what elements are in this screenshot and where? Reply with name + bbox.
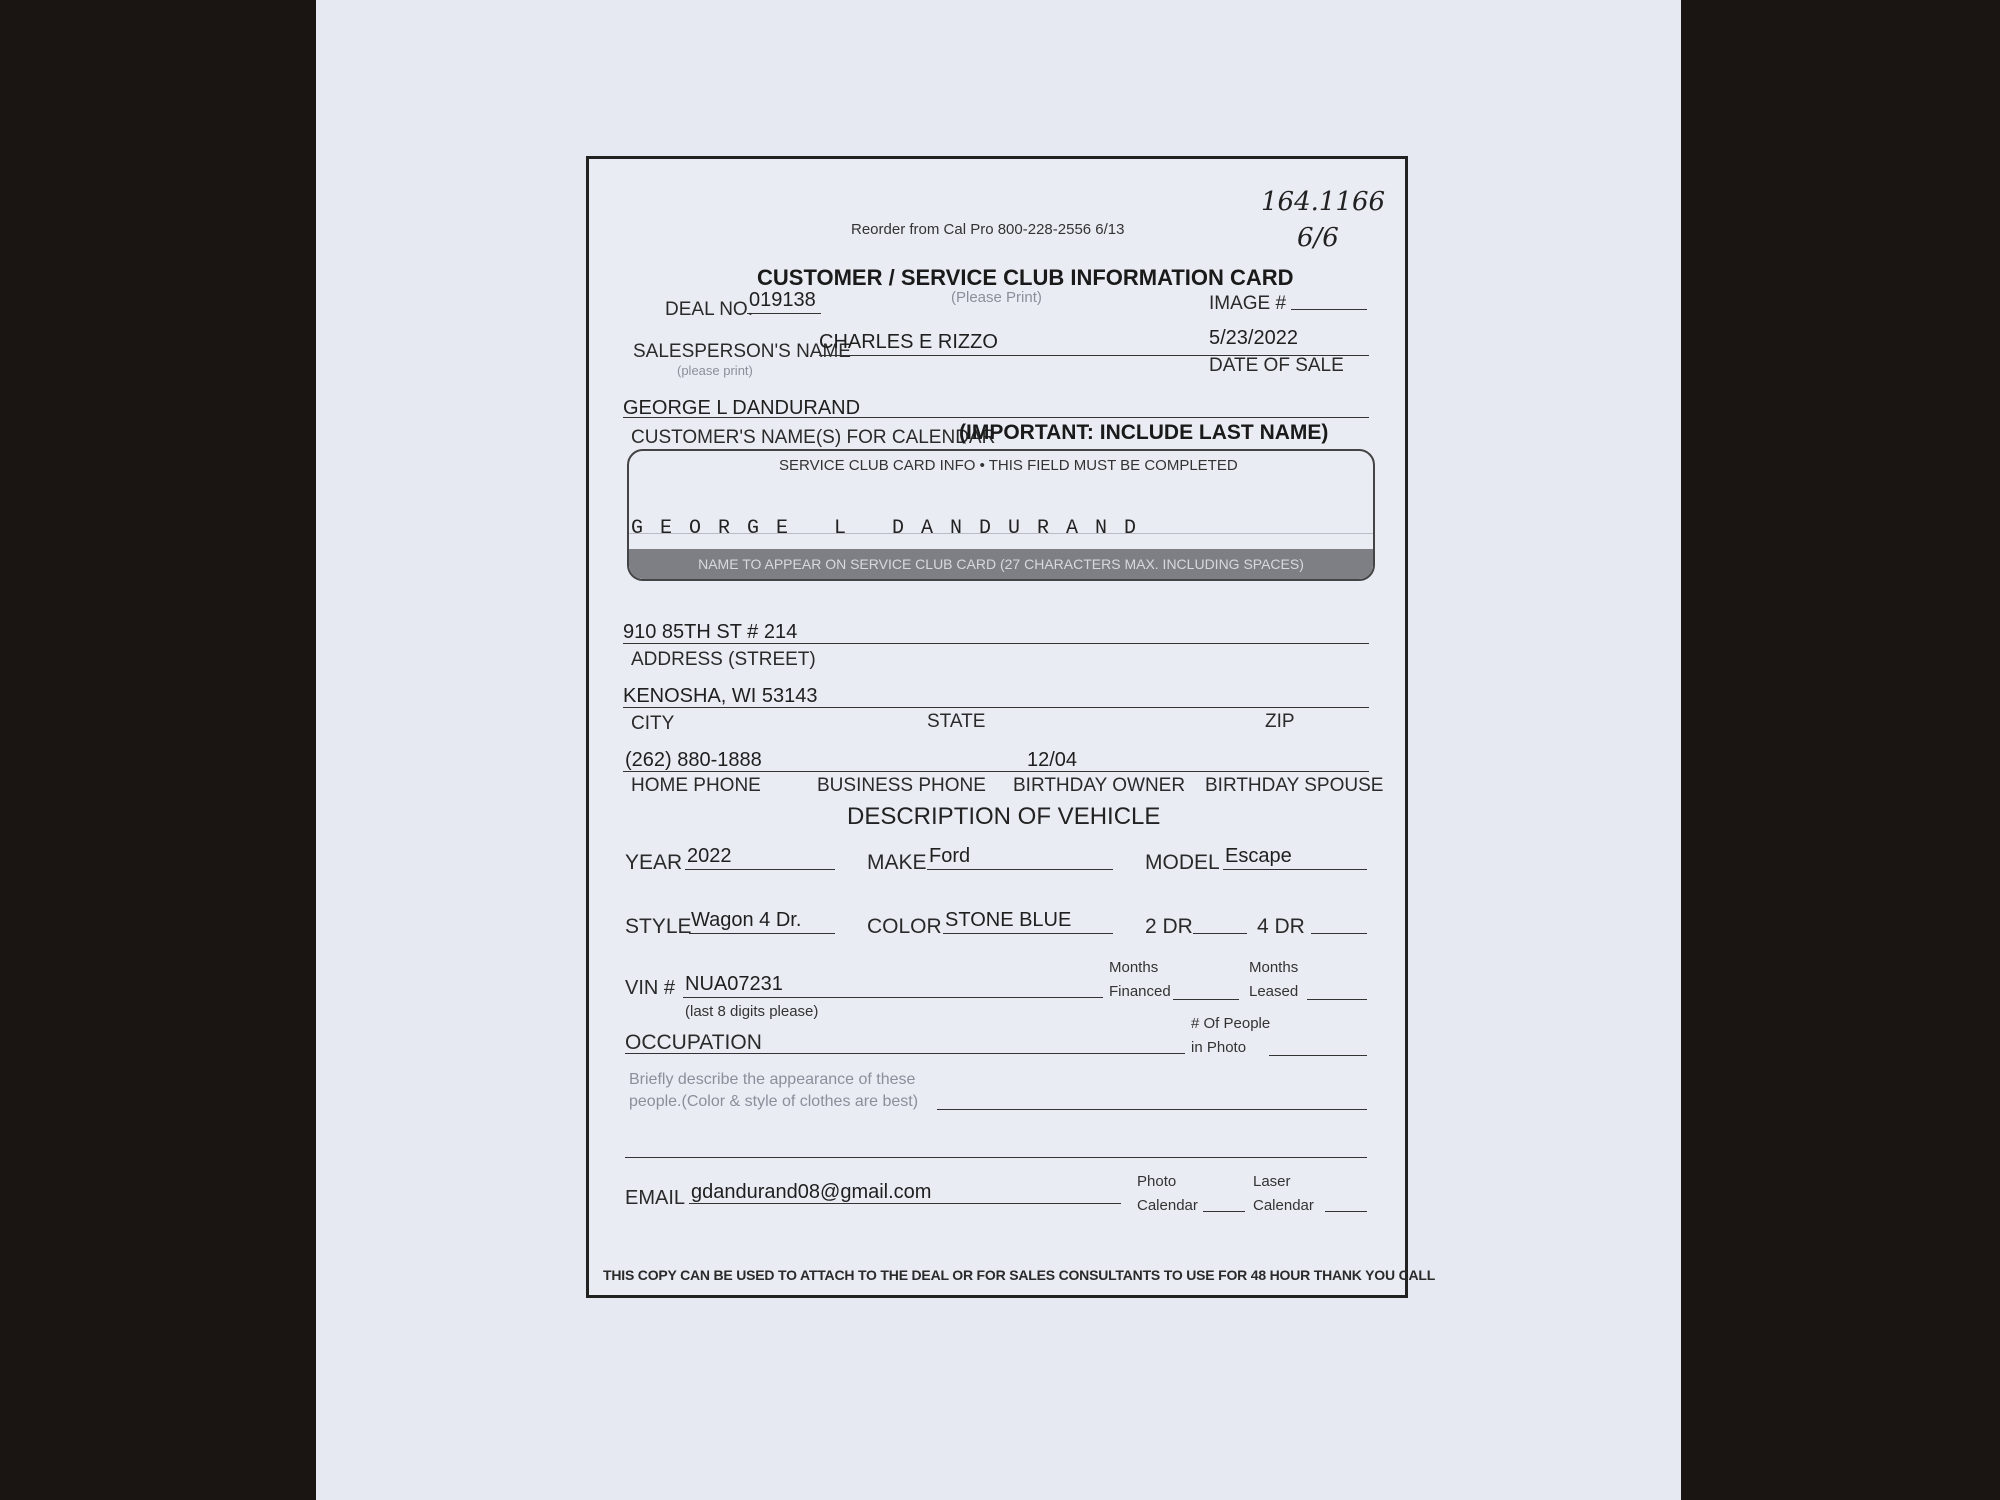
- year-label: YEAR: [625, 851, 683, 874]
- laser-calendar-label-2: Calendar: [1253, 1197, 1314, 1214]
- address-label: ADDRESS (STREET): [631, 649, 816, 670]
- zip-label: ZIP: [1265, 711, 1295, 732]
- birthday-owner-value: 12/04: [1027, 749, 1078, 771]
- make-value: Ford: [929, 845, 971, 867]
- service-club-header: SERVICE CLUB CARD INFO • THIS FIELD MUST BE COMPLETED: [779, 457, 1238, 474]
- city-value: KENOSHA, WI 53143: [623, 685, 818, 707]
- salesperson-note: (please print): [677, 363, 753, 378]
- email-label: EMAIL: [625, 1187, 686, 1209]
- year-value: 2022: [687, 845, 732, 867]
- months-financed-label-1: Months: [1109, 959, 1159, 976]
- style-label: STYLE: [625, 915, 692, 938]
- city-label: CITY: [631, 713, 675, 734]
- leased-label: Leased: [1249, 983, 1299, 1000]
- salesperson-value: CHARLES E RIZZO: [819, 331, 998, 353]
- date-of-sale-label: DATE OF SALE: [1209, 355, 1344, 376]
- business-phone-label: BUSINESS PHONE: [817, 775, 986, 796]
- address-value: 910 85TH ST # 214: [623, 621, 798, 643]
- state-label: STATE: [927, 711, 986, 732]
- describe-note-2: people.(Color & style of clothes are best): [629, 1093, 919, 1110]
- handwritten-number: 164.1166: [1261, 187, 1386, 217]
- reorder-text: Reorder from Cal Pro 800-228-2556 6/13: [851, 221, 1125, 238]
- make-label: MAKE: [867, 851, 927, 874]
- home-phone-label: HOME PHONE: [631, 775, 761, 796]
- model-value: Escape: [1225, 845, 1292, 867]
- customer-info-card: [586, 156, 1436, 1298]
- financed-label: Financed: [1109, 983, 1171, 1000]
- months-leased-label-1: Months: [1249, 959, 1299, 976]
- photo-calendar-label-1: Photo: [1137, 1173, 1177, 1190]
- please-print-note: (Please Print): [951, 289, 1042, 306]
- birthday-spouse-label: BIRTHDAY SPOUSE: [1205, 775, 1384, 796]
- vin-value: NUA07231: [685, 973, 783, 995]
- model-label: MODEL: [1145, 851, 1220, 874]
- image-number-label: IMAGE #: [1209, 293, 1287, 314]
- occupation-label: OCCUPATION: [625, 1031, 762, 1054]
- customer-name-label: CUSTOMER'S NAME(S) FOR CALENDAR: [631, 427, 996, 448]
- email-value: gdandurand08@gmail.com: [691, 1181, 932, 1203]
- vehicle-heading: DESCRIPTION OF VEHICLE: [847, 803, 1161, 830]
- four-door-label: 4 DR: [1257, 915, 1305, 938]
- form-title: CUSTOMER / SERVICE CLUB INFORMATION CARD: [757, 265, 1294, 290]
- deal-no-label: DEAL NO.: [665, 299, 753, 320]
- service-club-footer: NAME TO APPEAR ON SERVICE CLUB CARD (27 CHARACTERS MAX. INCLUDING SPACES): [629, 549, 1373, 579]
- two-door-label: 2 DR: [1145, 915, 1193, 938]
- form-footer: THIS COPY CAN BE USED TO ATTACH TO THE DEAL OR FOR SALES CONSULTANTS TO USE FOR 48 HOUR THANK YOU CALL: [603, 1267, 1436, 1283]
- laser-calendar-label-1: Laser: [1253, 1173, 1291, 1190]
- service-club-box: [627, 449, 1375, 581]
- vin-label: VIN #: [625, 977, 676, 999]
- people-in-photo-label-2: in Photo: [1191, 1039, 1247, 1056]
- deal-no-value: 019138: [749, 289, 816, 311]
- style-value: Wagon 4 Dr.: [691, 909, 802, 931]
- salesperson-label: SALESPERSON'S NAME: [633, 341, 851, 362]
- color-value: STONE BLUE: [945, 909, 1072, 931]
- describe-note-1: Briefly describe the appearance of these: [629, 1071, 916, 1088]
- customer-name-value: GEORGE L DANDURAND: [623, 397, 861, 419]
- customer-important-note: (IMPORTANT: INCLUDE LAST NAME): [959, 421, 1329, 444]
- color-label: COLOR: [867, 915, 942, 938]
- photo-calendar-label-2: Calendar: [1137, 1197, 1198, 1214]
- people-in-photo-label-1: # Of People: [1191, 1015, 1271, 1032]
- date-of-sale-value: 5/23/2022: [1209, 327, 1298, 349]
- home-phone-value: (262) 880-1888: [625, 749, 762, 771]
- handwritten-fraction: 6/6: [1297, 223, 1339, 253]
- service-club-name: GEORGE L DANDURAND: [631, 517, 1154, 540]
- birthday-owner-label: BIRTHDAY OWNER: [1013, 775, 1186, 796]
- vin-note: (last 8 digits please): [685, 1003, 819, 1020]
